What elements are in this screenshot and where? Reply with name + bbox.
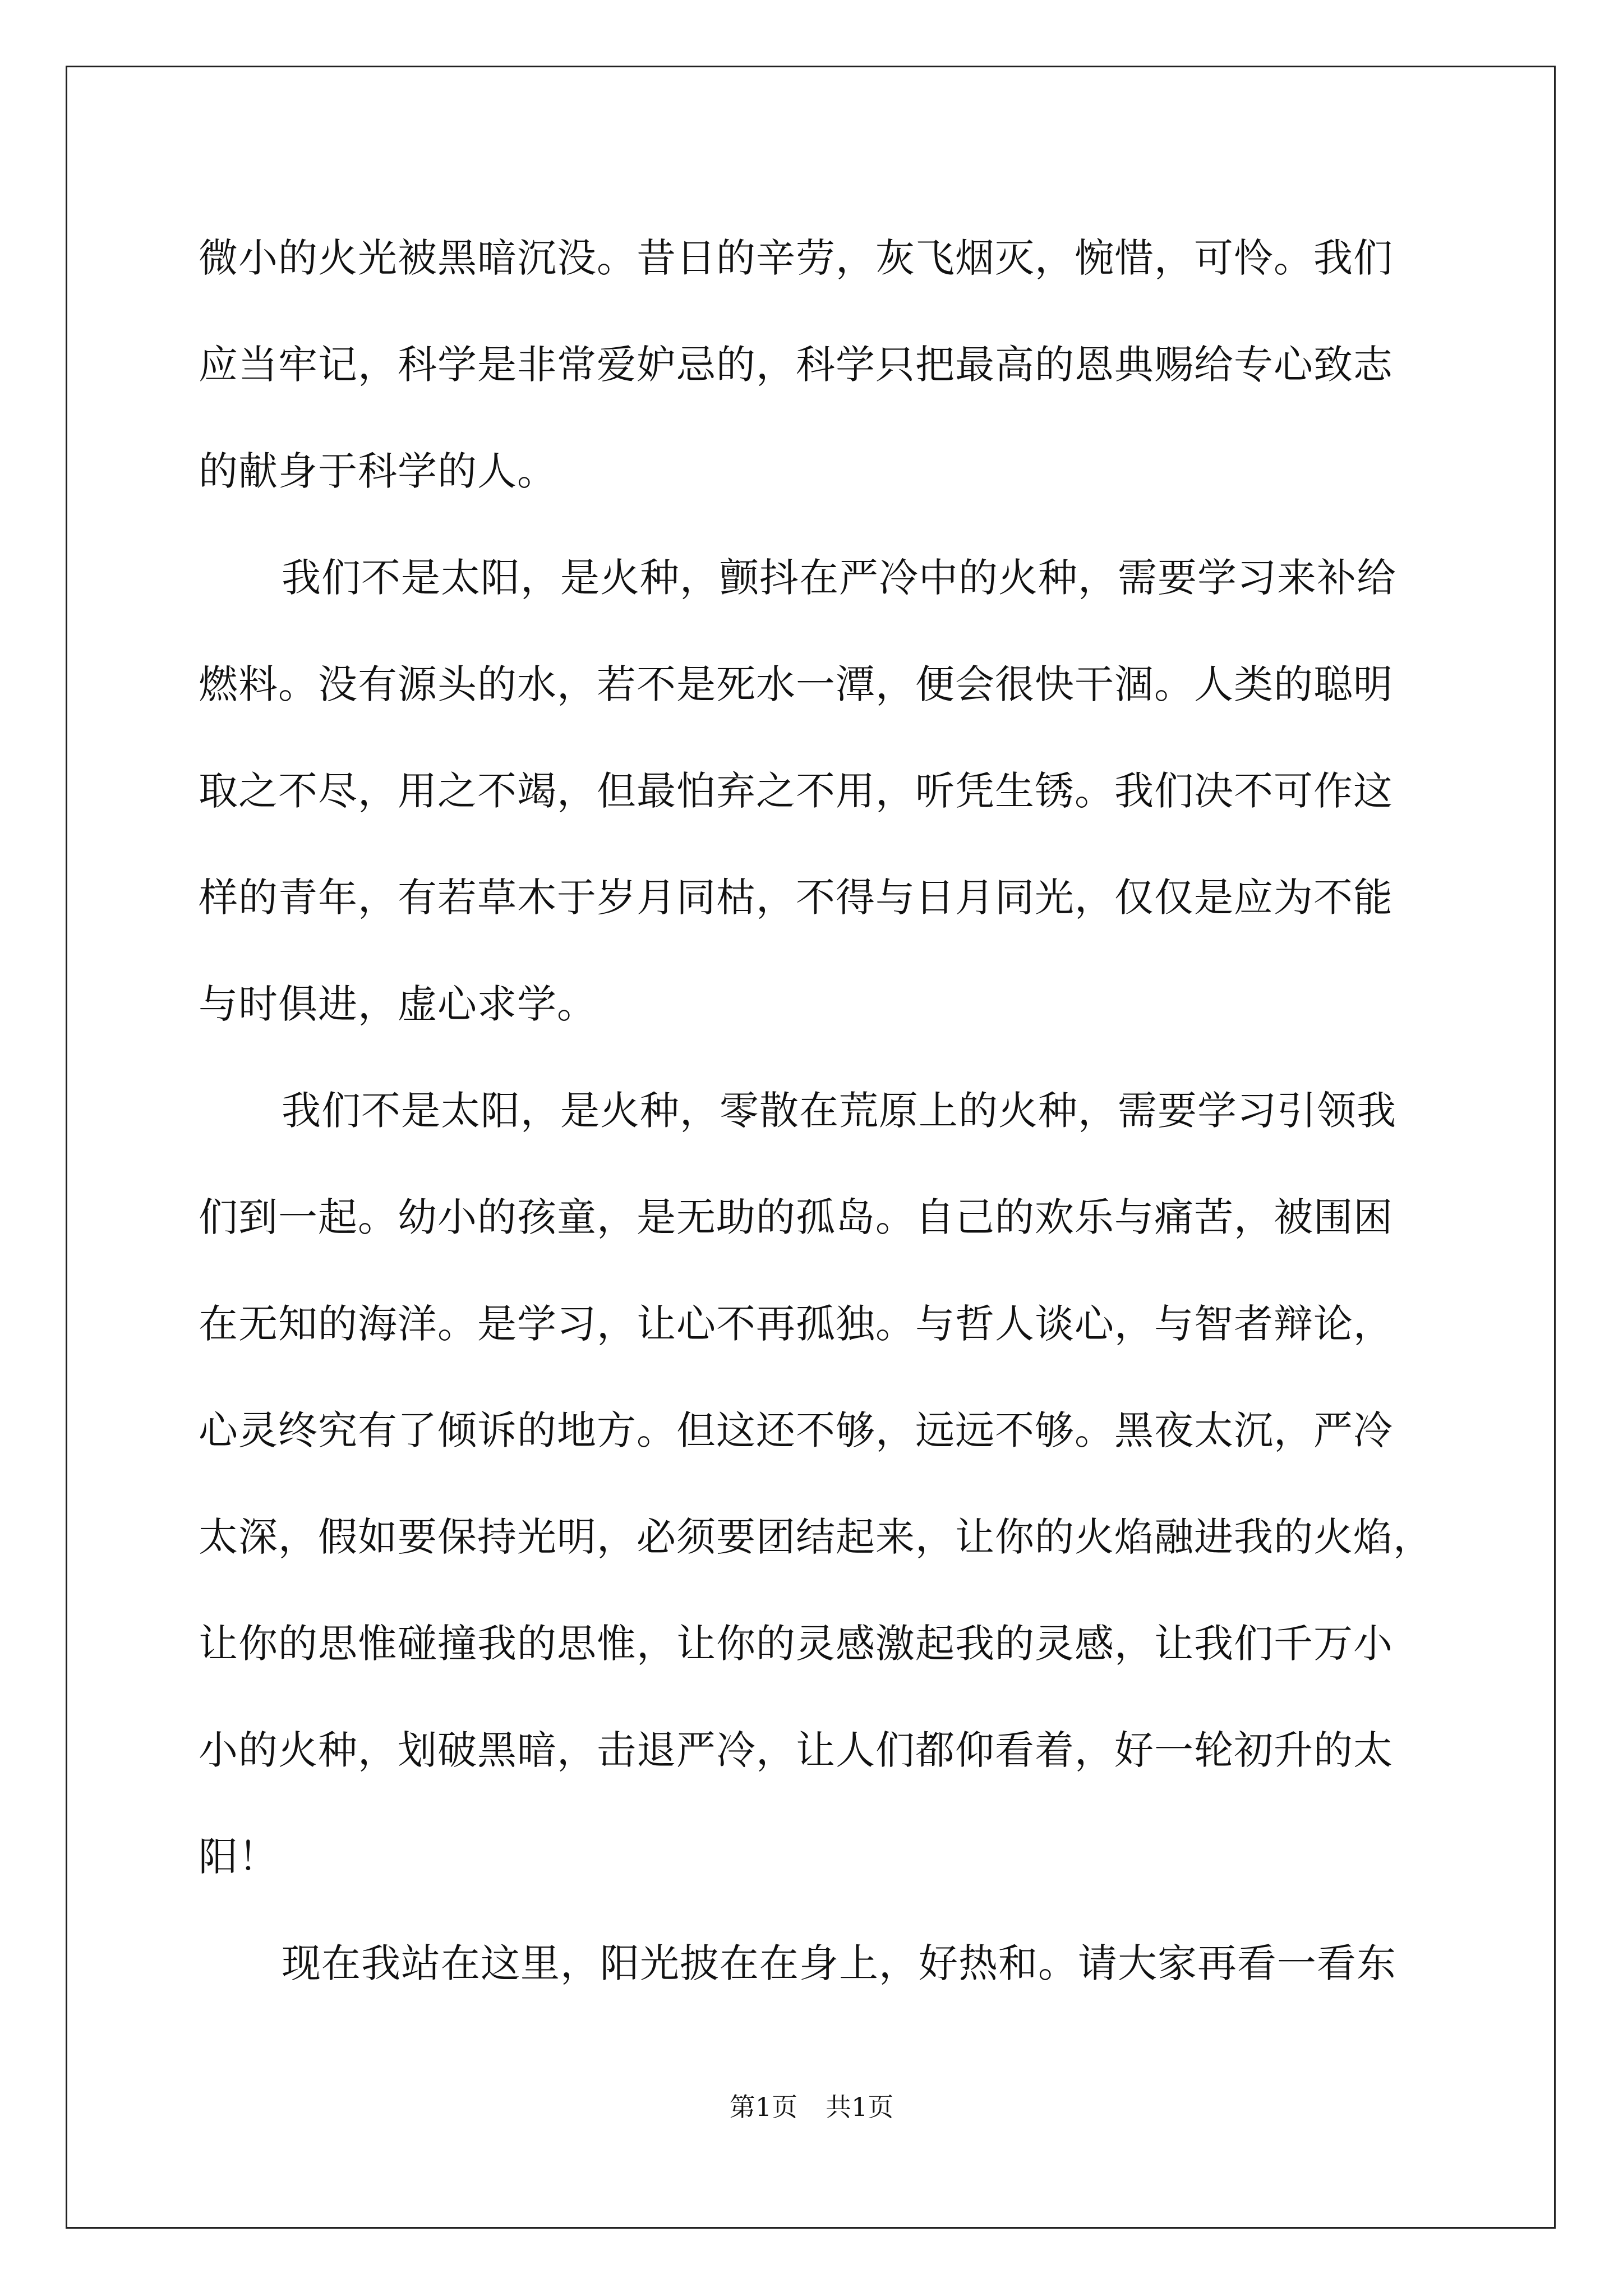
page-total: 共1页 [826, 2092, 894, 2122]
document-body [199, 205, 1444, 2017]
text-line-15: 小的火种，划破黑暗，击退严冷，让人们都仰看着，好一轮初升的太 [199, 1727, 1393, 1773]
text-line-16: 阳！ [199, 1834, 278, 1880]
text-line-7: 样的青年，有若草木于岁月同枯，不得与日月同光，仅仅是应为不能 [199, 875, 1393, 921]
text-line-14: 让你的思惟碰撞我的思惟，让你的灵感激起我的灵感，让我们千万小 [199, 1621, 1393, 1667]
text-line-13: 太深，假如要保持光明，必须要团结起来，让你的火焰融进我的火焰， [199, 1514, 1433, 1560]
text-line-6: 取之不尽，用之不竭，但最怕弃之不用，听凭生锈。我们决不可作这 [199, 768, 1393, 814]
page-number: 第1页 [729, 2092, 797, 2122]
text-line-5: 燃料。没有源头的水，若不是死水一潭，便会很快干涸。人类的聪明 [199, 661, 1393, 707]
text-line-11: 在无知的海洋。是学习，让心不再孤独。与哲人谈心，与智者辩论， [199, 1301, 1393, 1347]
text-line-10: 们到一起。幼小的孩童，是无助的孤岛。自己的欢乐与痛苦，被围困 [199, 1194, 1393, 1240]
text-line-17: 现在我站在这里，阳光披在在身上，好热和。请大家再看一看东 [282, 1940, 1396, 1986]
page-footer [0, 2087, 1623, 2124]
text-line-3: 的献身于科学的人。 [199, 448, 557, 494]
text-line-1: 微小的火光被黑暗沉没。昔日的辛劳，灰飞烟灭，惋惜，可怜。我们 [199, 235, 1393, 281]
text-line-2: 应当牢记，科学是非常爱妒忌的，科学只把最高的恩典赐给专心致志 [199, 342, 1393, 388]
text-line-8: 与时俱进，虚心求学。 [199, 981, 597, 1027]
text-line-12: 心灵终究有了倾诉的地方。但这还不够，远远不够。黑夜太沉，严冷 [199, 1407, 1393, 1453]
text-line-4: 我们不是太阳，是火种，颤抖在严冷中的火种，需要学习来补给 [282, 555, 1396, 601]
text-line-9: 我们不是太阳，是火种，零散在荒原上的火种，需要学习引领我 [282, 1088, 1396, 1134]
